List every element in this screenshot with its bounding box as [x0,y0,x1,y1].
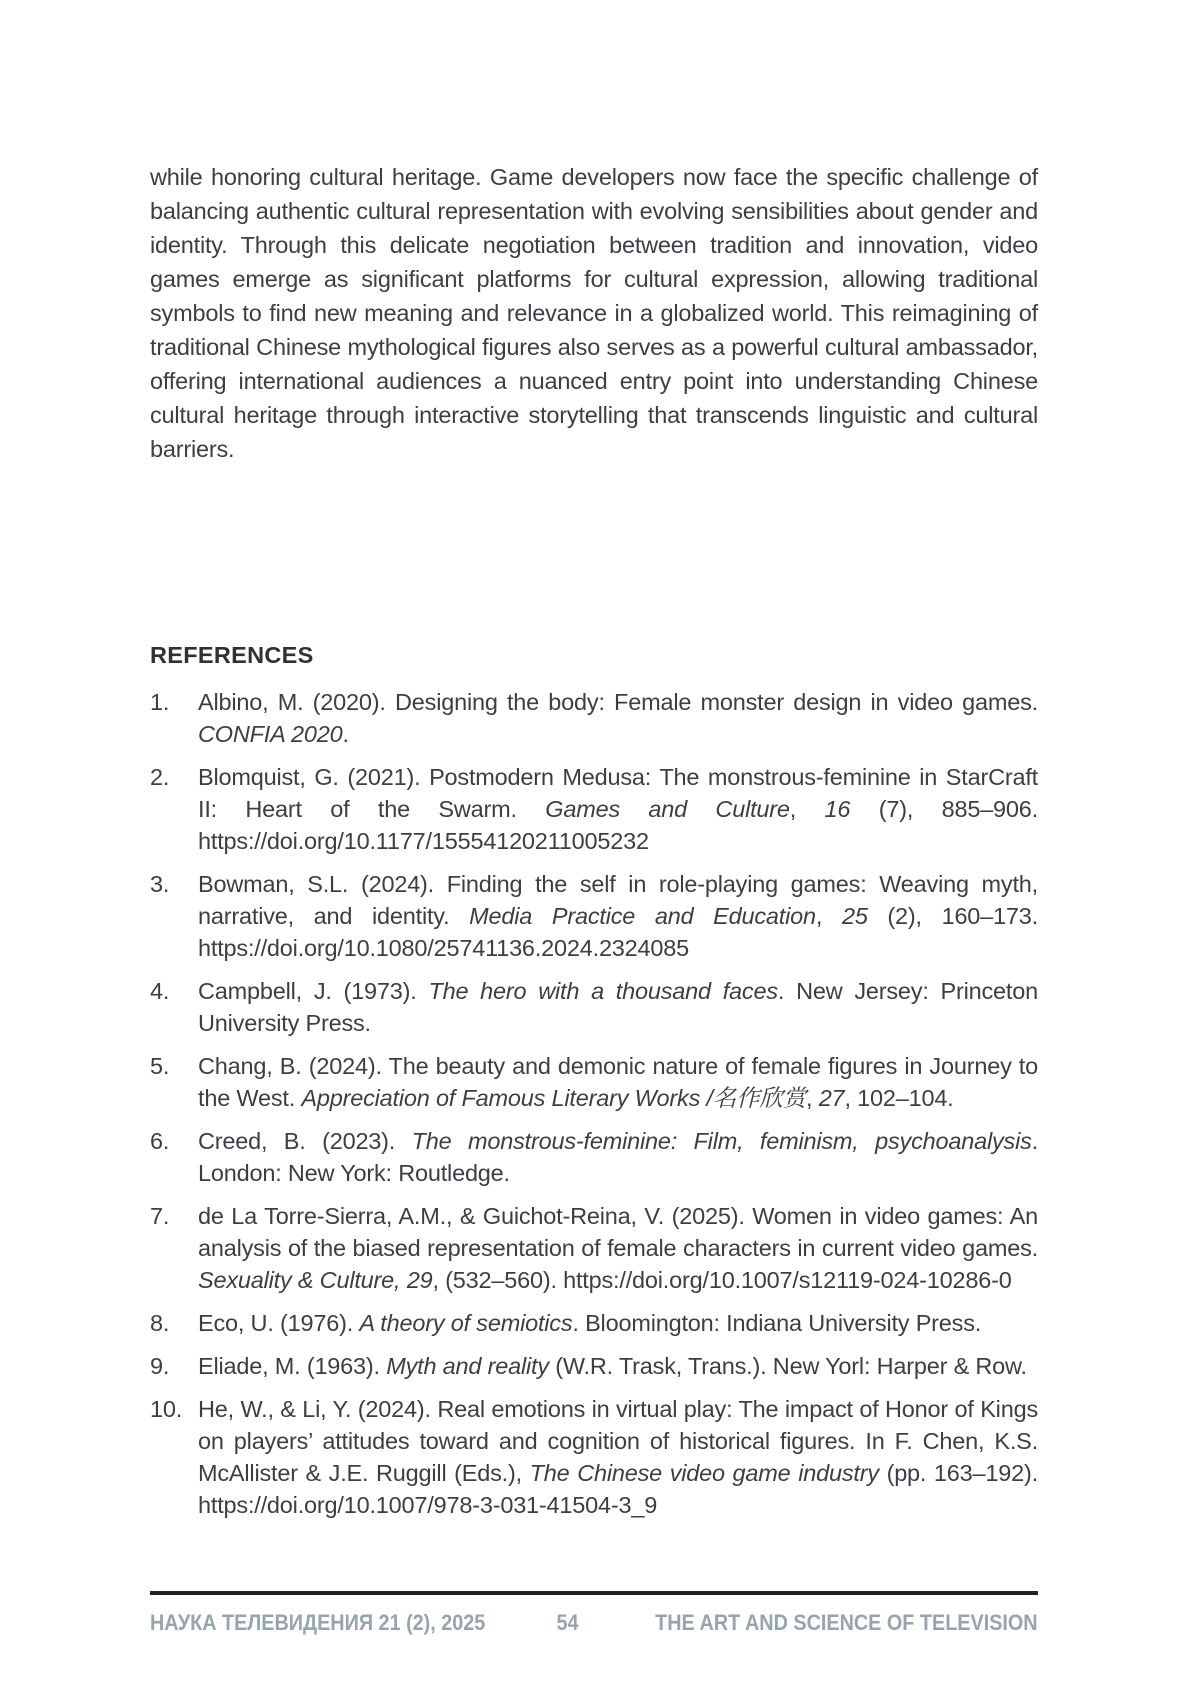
reference-text: Eliade, M. (1963). Myth and reality (W.R. Trask, Trans.). New Yorl: Harper & Row. [198,1353,1027,1379]
reference-number: 5. [150,1053,170,1079]
reference-item [150,686,1038,750]
reference-item [150,761,1038,857]
reference-text: Bowman, S.L. (2024). Finding the self in role-playing games: Weaving myth, narrative, and identity. Media Practice and Education, 25 (2), 160–173. https://doi.org/10.1080/25741136.2024.2324085 [198,871,1038,961]
reference-text: Eco, U. (1976). A theory of semiotics. Bloomington: Indiana University Press. [198,1310,982,1336]
footer-rule [150,1591,1038,1595]
reference-text: Creed, B. (2023). The monstrous-feminine: Film, feminism, psychoanalysis. London: New York: Routledge. [198,1128,1039,1186]
reference-text: Albino, M. (2020). Designing the body: Female monster design in video games. CONFIA 2020. [198,689,1038,747]
reference-item [150,1200,1038,1296]
body-paragraph: while honoring cultural heritage. Game developers now face the specific challenge of balancing authentic cultural representation with evolving sensibilities about gender and identity. Through this delicate negotiation between tradition and innovation, video games emerge as significant platforms for cultural expression, allowing traditional symbols to find new meaning and relevance in a globalized world. This reimagining of traditional Chinese mythological figures also serves as a powerful cultural ambassador, offering international audiences a nuanced entry point into understanding Chinese cultural heritage through interactive storytelling that transcends linguistic and cultural barriers. [150,164,1038,462]
reference-item [150,1307,1038,1339]
reference-item [150,975,1038,1039]
reference-text: Blomquist, G. (2021). Postmodern Medusa: The monstrous-feminine in StarCraft II: Heart of the Swarm. Games and Culture, 16 (7), 885–906. https://doi.org/10.1177/15554120211005232 [198,764,1038,854]
reference-number: 3. [150,871,170,897]
reference-text: He, W., & Li, Y. (2024). Real emotions in virtual play: The impact of Honor of Kings on players’ attitudes toward and cognition of historical figures. In F. Chen, K.S. McAllister & J.E. Ruggill (Eds.), The Chinese video game industry (pp. 163–192). https://doi.org/10.1007/978-3-031-41504-3_9 [198,1396,1038,1518]
reference-number: 6. [150,1128,170,1154]
reference-item [150,868,1038,964]
footer-journal-title-ru: НАУКА ТЕЛЕВИДЕНИЯ 21 (2), 2025 [150,1610,486,1635]
reference-item [150,1393,1038,1521]
page-footer [150,1610,1038,1636]
references-heading: REFERENCES [150,642,314,668]
reference-item [150,1350,1038,1382]
reference-number: 10. [150,1396,183,1422]
footer-page-number: 54 [556,1610,579,1635]
reference-number: 2. [150,764,170,790]
reference-number: 1. [150,689,170,715]
reference-number: 9. [150,1353,170,1379]
reference-number: 7. [150,1203,170,1229]
reference-number: 8. [150,1310,170,1336]
reference-text: Chang, B. (2024). The beauty and demonic nature of female figures in Journey to the West. Appreciation of Famous Literary Works /名作欣赏, 27, 102–104. [198,1053,1038,1111]
reference-item [150,1125,1038,1189]
reference-item [150,1050,1038,1114]
footer-journal-title-en: THE ART AND SCIENCE OF TELEVISION [655,1610,1038,1635]
reference-text: Campbell, J. (1973). The hero with a thousand faces. New Jersey: Princeton University Press. [198,978,1038,1036]
reference-number: 4. [150,978,170,1004]
reference-text: de La Torre-Sierra, A.M., & Guichot-Reina, V. (2025). Women in video games: An analysis of the biased representation of female characters in current video games. Sexuality & Culture, 29, (532–560). https://doi.org/10.1007/s12119-024-10286-0 [198,1203,1038,1293]
references-list [150,686,1038,1532]
